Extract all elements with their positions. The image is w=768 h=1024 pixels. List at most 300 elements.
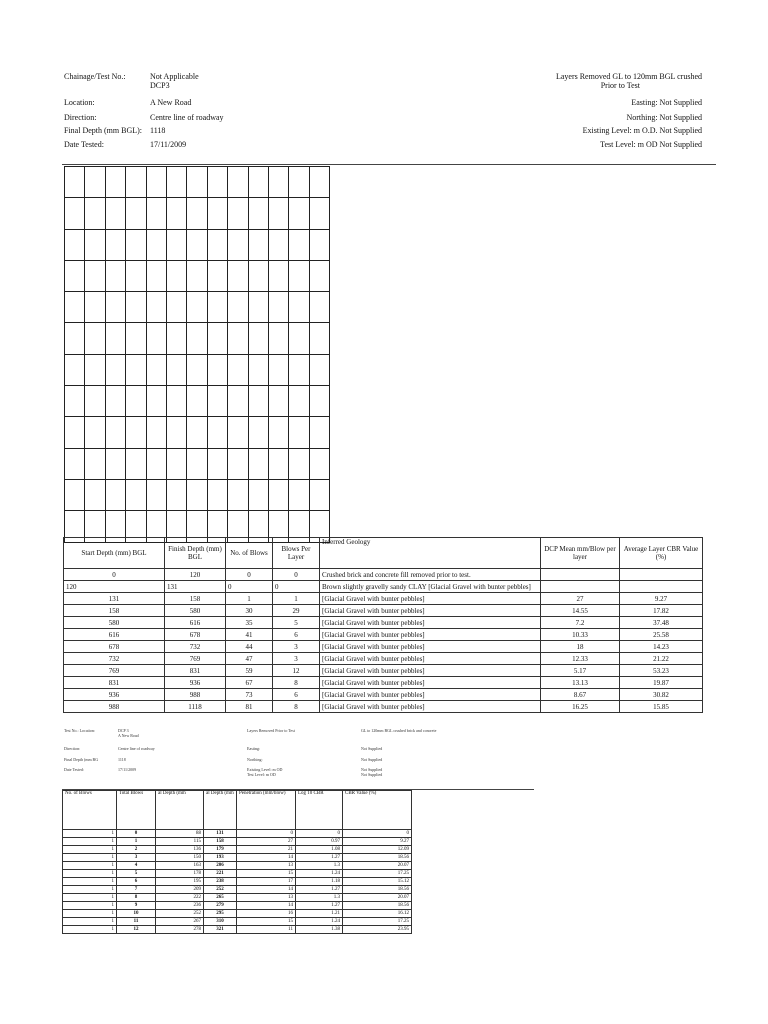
grid-cell (126, 479, 146, 510)
table-cell: 1 (63, 910, 117, 918)
table-cell: 1 (117, 838, 156, 846)
grid-cell (268, 229, 288, 260)
table-cell: 265 (204, 894, 237, 902)
grid-cell (248, 479, 268, 510)
grid-cell (105, 229, 125, 260)
blows-col-cbr: CBR Value (%) (343, 791, 412, 830)
table-cell: 5.17 (541, 665, 620, 677)
table-cell: 831 (64, 677, 165, 689)
table-cell: 616 (64, 629, 165, 641)
blows-col-total: Total Blows (117, 791, 156, 830)
table-cell: [Glacial Gravel with bunter pebbles] (320, 593, 541, 605)
grid-row (65, 198, 330, 229)
grid-cell (289, 448, 309, 479)
sub-test-no-value: DCP 3 (118, 728, 129, 733)
grid-cell (105, 167, 125, 198)
grid-cell (268, 323, 288, 354)
table-cell: 18.56 (343, 886, 412, 894)
grid-cell (65, 417, 85, 448)
table-cell: 150 (156, 854, 204, 862)
table-cell: 209 (156, 886, 204, 894)
table-row (64, 617, 703, 629)
table-cell: 252 (204, 886, 237, 894)
table-cell: 3 (117, 854, 156, 862)
table-cell: 20.07 (343, 894, 412, 902)
sub-direction-label: Direction: (64, 746, 81, 751)
grid-cell (85, 292, 105, 323)
table-row (63, 910, 412, 918)
table-row (64, 653, 703, 665)
blows-col-log-cbr: Log 10 CBR (296, 791, 343, 830)
table-cell: 1.3 (296, 894, 343, 902)
table-row (63, 878, 412, 886)
date-label: Date Tested: (64, 140, 104, 149)
grid-cell (126, 167, 146, 198)
table-row (64, 593, 703, 605)
table-row (63, 830, 412, 838)
table-cell: 13 (237, 894, 296, 902)
final-depth-value: 1118 (150, 126, 166, 135)
table-cell: 8.67 (541, 689, 620, 701)
table-cell: 1.38 (296, 926, 343, 934)
grid-cell (248, 448, 268, 479)
table-cell: [Glacial Gravel with bunter pebbles] (320, 701, 541, 713)
grid-cell (309, 323, 329, 354)
grid-cell (268, 448, 288, 479)
grid-cell (228, 417, 248, 448)
grid-cell (65, 323, 85, 354)
grid-cell (248, 292, 268, 323)
grid-cell (166, 260, 186, 291)
grid-cell (268, 260, 288, 291)
grid-cell (85, 323, 105, 354)
table-cell: 1.27 (296, 854, 343, 862)
grid-cell (268, 417, 288, 448)
table-cell: 580 (64, 617, 165, 629)
table-cell: 120 (165, 569, 226, 581)
table-cell: 15 (237, 918, 296, 926)
grid-cell (166, 292, 186, 323)
grid-cell (207, 323, 227, 354)
grid-row (65, 479, 330, 510)
grid-cell (65, 479, 85, 510)
table-cell: 9.27 (343, 838, 412, 846)
table-cell: 278 (156, 926, 204, 934)
table-cell: 769 (165, 653, 226, 665)
sub-easting-value: Not Supplied (361, 746, 383, 751)
sub-northing-label: Northing: (247, 757, 263, 762)
grid-row (65, 417, 330, 448)
table-row (63, 862, 412, 870)
table-cell: 1118 (165, 701, 226, 713)
table-cell: 18.56 (343, 854, 412, 862)
grid-cell (65, 167, 85, 198)
table-row (64, 641, 703, 653)
table-cell: 179 (204, 846, 237, 854)
dcp-plot-grid (64, 166, 330, 543)
grid-cell (85, 198, 105, 229)
blows-col-depth-a: al Depth (mm (156, 791, 204, 830)
table-cell: 988 (64, 701, 165, 713)
grid-cell (289, 198, 309, 229)
table-cell: 10.33 (541, 629, 620, 641)
grid-cell (309, 354, 329, 385)
grid-cell (248, 386, 268, 417)
table-cell: 17.25 (343, 870, 412, 878)
grid-cell (187, 417, 207, 448)
table-cell: 1.21 (296, 910, 343, 918)
table-cell: 732 (165, 641, 226, 653)
grid-cell (105, 323, 125, 354)
table-cell: 19.87 (620, 677, 703, 689)
grid-cell (126, 292, 146, 323)
grid-cell (289, 354, 309, 385)
table-cell: 769 (64, 665, 165, 677)
sub-direction-value: Centre line of roadway (118, 746, 155, 751)
grid-cell (105, 479, 125, 510)
table-cell: 831 (165, 665, 226, 677)
grid-cell (187, 198, 207, 229)
grid-cell (187, 323, 207, 354)
table-cell: 30.82 (620, 689, 703, 701)
grid-cell (228, 292, 248, 323)
table-cell: 195 (156, 878, 204, 886)
table-cell: 115 (156, 838, 204, 846)
table-cell: 29 (273, 605, 320, 617)
grid-cell (268, 198, 288, 229)
grid-cell (289, 479, 309, 510)
date-value: 17/11/2009 (150, 140, 187, 149)
direction-value: Centre line of roadway (150, 113, 224, 122)
table-cell: 8 (273, 701, 320, 713)
test-no-value: DCP3 (150, 81, 170, 90)
grid-cell (166, 323, 186, 354)
grid-cell (126, 229, 146, 260)
grid-cell (268, 354, 288, 385)
grid-cell (146, 323, 166, 354)
grid-cell (207, 448, 227, 479)
table-cell: 222 (156, 894, 204, 902)
northing-text: Northing: Not Supplied (626, 113, 702, 122)
table-cell: 23.95 (343, 926, 412, 934)
table-cell: 16.12 (343, 910, 412, 918)
table-cell: 67 (226, 677, 273, 689)
grid-cell (248, 417, 268, 448)
sub-final-depth-value: 1118 (118, 757, 126, 762)
grid-cell (105, 448, 125, 479)
grid-cell (166, 167, 186, 198)
table-cell: 7 (117, 886, 156, 894)
table-cell: 2 (117, 846, 156, 854)
grid-cell (309, 167, 329, 198)
table-cell: [Glacial Gravel with bunter pebbles] (320, 689, 541, 701)
grid-cell (85, 448, 105, 479)
table-cell: 0 (296, 830, 343, 838)
grid-cell (146, 448, 166, 479)
table-cell: 1.08 (296, 846, 343, 854)
header-divider (62, 164, 716, 165)
table-cell: 193 (204, 854, 237, 862)
test-level-text: Test Level: m OD Not Supplied (600, 140, 702, 149)
grid-cell (85, 229, 105, 260)
layers-removed-line1: Layers Removed GL to 120mm BGL crushed (555, 72, 702, 81)
table-cell: 21 (237, 846, 296, 854)
chainage-label: Chainage/Test No.: (64, 72, 126, 81)
table-cell: 616 (165, 617, 226, 629)
table-cell: 4 (117, 862, 156, 870)
table-cell: 13.13 (541, 677, 620, 689)
table-cell: 1 (63, 918, 117, 926)
grid-cell (85, 479, 105, 510)
table-row (63, 870, 412, 878)
table-cell: 12 (273, 665, 320, 677)
table-cell: 0 (237, 830, 296, 838)
table-cell: 16 (237, 910, 296, 918)
grid-cell (146, 354, 166, 385)
grid-cell (248, 260, 268, 291)
table-cell: 0.97 (296, 838, 343, 846)
grid-cell (146, 386, 166, 417)
grid-cell (248, 198, 268, 229)
table-cell: 163 (156, 862, 204, 870)
grid-cell (105, 292, 125, 323)
table-cell: 136 (156, 846, 204, 854)
table-cell: 0 (226, 581, 273, 593)
table-cell: 0 (117, 830, 156, 838)
table-cell: [Glacial Gravel with bunter pebbles] (320, 605, 541, 617)
col-average-cbr: Average Layer CBR Value (%) (620, 538, 703, 569)
table-cell: 15.85 (620, 701, 703, 713)
grid-cell (207, 292, 227, 323)
grid-cell (146, 479, 166, 510)
grid-cell (289, 417, 309, 448)
grid-cell (309, 260, 329, 291)
table-cell (541, 569, 620, 581)
grid-cell (228, 167, 248, 198)
table-cell: 158 (64, 605, 165, 617)
table-cell: Crushed brick and concrete fill removed prior to test. (320, 569, 541, 581)
table-cell: 238 (204, 878, 237, 886)
grid-cell (146, 229, 166, 260)
grid-cell (187, 229, 207, 260)
grid-cell (65, 448, 85, 479)
sub-date-value: 17/11/2009 (118, 767, 137, 772)
grid-cell (65, 292, 85, 323)
sub-northing-value: Not Supplied (361, 757, 383, 762)
grid-cell (126, 448, 146, 479)
table-cell: 1 (63, 886, 117, 894)
table-cell: 14 (237, 854, 296, 862)
table-row (63, 894, 412, 902)
blows-col-depth-b: al Depth (mm (204, 791, 237, 830)
grid-row (65, 167, 330, 198)
table-cell: 20.07 (343, 862, 412, 870)
table-cell: 14 (237, 902, 296, 910)
grid-cell (105, 354, 125, 385)
grid-cell (207, 260, 227, 291)
grid-cell (166, 417, 186, 448)
grid-cell (207, 167, 227, 198)
table-cell: 37.48 (620, 617, 703, 629)
table-row (64, 689, 703, 701)
grid-cell (228, 479, 248, 510)
location-value: A New Road (150, 98, 192, 107)
table-row (64, 605, 703, 617)
col-no-blows: No. of Blows (226, 538, 273, 569)
table-cell: 936 (165, 677, 226, 689)
table-cell: 1 (63, 846, 117, 854)
grid-cell (248, 167, 268, 198)
table-cell: 1 (63, 830, 117, 838)
grid-row (65, 229, 330, 260)
grid-cell (187, 479, 207, 510)
grid-cell (146, 198, 166, 229)
table-cell: 0 (273, 581, 320, 593)
table-cell: [Glacial Gravel with bunter pebbles] (320, 617, 541, 629)
grid-cell (146, 417, 166, 448)
location-label: Location: (64, 98, 95, 107)
grid-row (65, 323, 330, 354)
table-cell: 267 (156, 918, 204, 926)
table-cell (620, 581, 703, 593)
table-cell: 1.18 (296, 878, 343, 886)
grid-cell (166, 354, 186, 385)
table-cell: 8 (117, 894, 156, 902)
grid-cell (105, 198, 125, 229)
grid-cell (187, 448, 207, 479)
table-cell: 1.24 (296, 870, 343, 878)
table-cell: 18.56 (343, 902, 412, 910)
table-cell: 27 (237, 838, 296, 846)
grid-cell (187, 167, 207, 198)
grid-cell (289, 386, 309, 417)
table-cell (620, 569, 703, 581)
table-cell: 12.09 (343, 846, 412, 854)
table-cell: 1 (63, 926, 117, 934)
grid-cell (65, 386, 85, 417)
sub-location-value: A New Road (118, 733, 139, 738)
table-cell: [Glacial Gravel with bunter pebbles] (320, 653, 541, 665)
table-cell: 9 (117, 902, 156, 910)
grid-cell (289, 323, 309, 354)
table-cell: 16.25 (541, 701, 620, 713)
table-cell: 17.25 (343, 918, 412, 926)
table-cell: 295 (204, 910, 237, 918)
table-cell: 1 (273, 593, 320, 605)
grid-cell (166, 448, 186, 479)
table-row (63, 926, 412, 934)
grid-cell (309, 417, 329, 448)
table-cell: 580 (165, 605, 226, 617)
table-cell: 35 (226, 617, 273, 629)
table-cell: 15.12 (343, 878, 412, 886)
table-cell: 1 (226, 593, 273, 605)
table-cell: 15 (237, 870, 296, 878)
table-cell: 1 (63, 838, 117, 846)
grid-cell (248, 323, 268, 354)
table-cell: 221 (204, 870, 237, 878)
grid-cell (207, 386, 227, 417)
sub-easting-label: Easting: (247, 746, 261, 751)
grid-cell (289, 167, 309, 198)
table-cell: 14 (237, 886, 296, 894)
table-cell: 14.23 (620, 641, 703, 653)
table-cell: [Glacial Gravel with bunter pebbles] (320, 677, 541, 689)
grid-row (65, 448, 330, 479)
table-cell: 44 (226, 641, 273, 653)
grid-cell (85, 260, 105, 291)
table-cell: 10 (117, 910, 156, 918)
grid-cell (85, 417, 105, 448)
table-cell: 11 (237, 926, 296, 934)
col-start-depth: Start Depth (mm) BGL (64, 538, 165, 569)
table-cell: 936 (64, 689, 165, 701)
table-row (63, 854, 412, 862)
grid-cell (166, 198, 186, 229)
table-cell: 1 (63, 894, 117, 902)
table-row (64, 701, 703, 713)
table-cell: 120 (64, 581, 165, 593)
grid-cell (268, 167, 288, 198)
grid-row (65, 354, 330, 385)
table-row (64, 629, 703, 641)
table-cell: 59 (226, 665, 273, 677)
table-row (63, 838, 412, 846)
table-cell: 6 (273, 689, 320, 701)
col-finish-depth: Finish Depth (mm) BGL (165, 538, 226, 569)
table-cell: 279 (204, 902, 237, 910)
blows-col-no: No. of Blows (63, 791, 117, 830)
grid-row (65, 260, 330, 291)
grid-cell (228, 198, 248, 229)
grid-cell (85, 386, 105, 417)
table-cell: 1.24 (296, 918, 343, 926)
table-cell: 0 (64, 569, 165, 581)
table-cell (541, 581, 620, 593)
table-row (63, 918, 412, 926)
grid-cell (126, 386, 146, 417)
table-cell: 988 (165, 689, 226, 701)
table-cell: 6 (273, 629, 320, 641)
table-cell: Brown slightly gravelly sandy CLAY [Glacial Gravel with bunter pebbles] (320, 581, 541, 593)
table-cell: [Glacial Gravel with bunter pebbles] (320, 629, 541, 641)
grid-cell (268, 292, 288, 323)
table-cell: 1.27 (296, 902, 343, 910)
grid-cell (228, 448, 248, 479)
grid-row (65, 292, 330, 323)
table-cell: 3 (273, 641, 320, 653)
table-cell: 131 (204, 830, 237, 838)
table-cell: 81 (226, 701, 273, 713)
table-cell: 131 (165, 581, 226, 593)
table-cell: 1.27 (296, 886, 343, 894)
table-cell: 5 (273, 617, 320, 629)
table-cell: 6 (117, 878, 156, 886)
table-cell: 3 (273, 653, 320, 665)
grid-cell (207, 229, 227, 260)
grid-cell (187, 386, 207, 417)
table-cell: 12.33 (541, 653, 620, 665)
table-row (63, 846, 412, 854)
sub-final-depth-label: Final Depth (mm BG (64, 757, 99, 762)
grid-cell (187, 260, 207, 291)
table-row (63, 902, 412, 910)
grid-cell (146, 167, 166, 198)
table-cell: 13 (237, 862, 296, 870)
table-cell: 206 (204, 862, 237, 870)
grid-cell (65, 354, 85, 385)
grid-cell (187, 292, 207, 323)
